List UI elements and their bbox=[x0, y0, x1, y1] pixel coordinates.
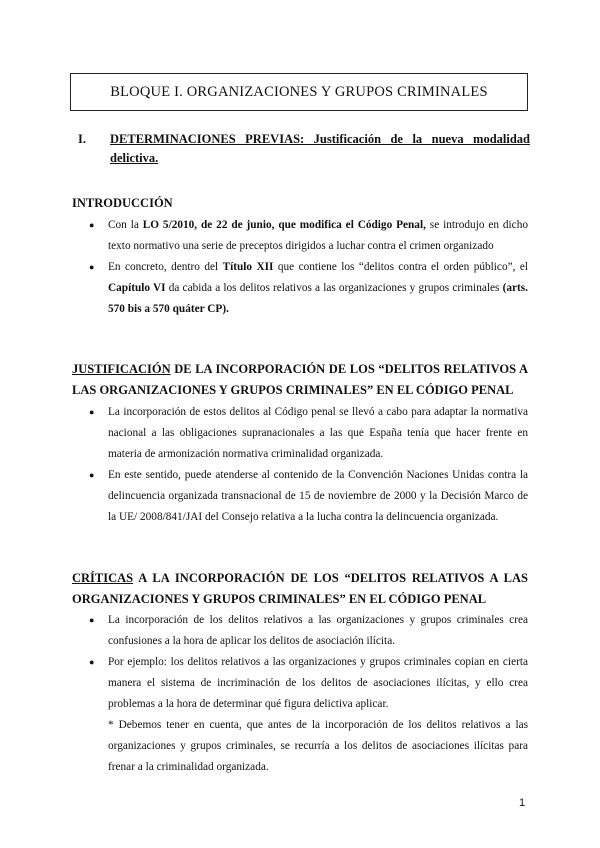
intro-heading bbox=[72, 193, 528, 214]
criticas-heading: CRÍTICAS A LA INCORPORACIÓN DE LOS “DELITOS RELATIVOS A LAS ORGANIZACIONES Y GRUPOS CRIMINALES” EN EL CÓDIGO PENAL bbox=[72, 568, 528, 610]
bullet-icon: ● bbox=[89, 262, 95, 272]
justificacion-bullet-2: En este sentido, puede atenderse al contenido de la Convención Naciones Unidas contra la delincuencia organizada transnacional de 15 de noviembre de 2000 y la Decisión Marco de la UE/ 2008/841/JAI del Consejo relativa a la lucha contra la delincuencia organizada. bbox=[108, 469, 528, 523]
justificacion-bullet-1: La incorporación de estos delitos al Código penal se llevó a cabo para adaptar la normativa nacional a las obligaciones supranacionales a las que España tenía que hacer frente en materia de armonización normativa criminalidad organizada. bbox=[108, 406, 528, 460]
list-item bbox=[89, 402, 528, 465]
justificacion-heading: JUSTIFICACIÓN DE LA INCORPORACIÓN DE LOS “DELITOS RELATIVOS A LAS ORGANIZACIONES Y GRUPOS CRIMINALES” EN EL CÓDIGO PENAL bbox=[72, 359, 528, 401]
bullet-icon: ● bbox=[89, 220, 95, 230]
criticas-bullets bbox=[89, 610, 528, 778]
section-number: I. bbox=[78, 132, 86, 146]
intro-bullet-2: En concreto, dentro del Título XII que contiene los “delitos contra el orden público”, el Capítulo VI da cabida a los delitos relativos a las organizaciones y grupos criminales (arts. 570 bis a 570 quáter CP). bbox=[108, 261, 528, 315]
document-title-box bbox=[70, 73, 528, 111]
criticas-bullet-1: La incorporación de los delitos relativos a las organizaciones y grupos criminales crea confusiones a la hora de aplicar los delitos de asociación ilícita. bbox=[108, 614, 528, 647]
section-title-line1: DETERMINACIONES PREVIAS: Justificación de la nueva modalidad bbox=[110, 132, 530, 146]
list-item bbox=[89, 610, 528, 652]
document-title: BLOQUE I. ORGANIZACIONES Y GRUPOS CRIMINALES bbox=[110, 83, 488, 100]
justificacion-bullets bbox=[89, 402, 528, 528]
list-item bbox=[89, 652, 528, 715]
bullet-icon: ● bbox=[89, 615, 95, 625]
criticas-heading-line2: ORGANIZACIONES Y GRUPOS CRIMINALES” EN EL CÓDIGO PENAL bbox=[72, 592, 487, 606]
intro-bullet-1: Con la LO 5/2010, de 22 de junio, que modifica el Código Penal, se introdujo en dicho texto normativo una serie de preceptos dirigidos a luchar contra el crimen organizado bbox=[108, 219, 528, 252]
list-item bbox=[89, 465, 528, 528]
page-number: 1 bbox=[519, 797, 526, 809]
section-title-line2: delictiva. bbox=[110, 151, 159, 165]
justificacion-heading-line2: LAS ORGANIZACIONES Y GRUPOS CRIMINALES” EN EL CÓDIGO PENAL bbox=[72, 383, 514, 397]
list-item bbox=[89, 257, 528, 320]
intro-bullets bbox=[89, 215, 528, 320]
justificacion-heading-underlined: JUSTIFICACIÓN bbox=[72, 362, 171, 376]
criticas-bullet-2: Por ejemplo: los delitos relativos a las organizaciones y grupos criminales copian en cierta manera el sistema de incriminación de los delitos de asociaciones ilícitas, y ello crea problemas a la hora de determinar qué figura delictiva aplicar. bbox=[108, 656, 528, 710]
criticas-heading-underlined: CRÍTICAS bbox=[72, 571, 134, 585]
bullet-icon: ● bbox=[89, 657, 95, 667]
intro-heading-text: INTRODUCCIÓN bbox=[72, 196, 173, 210]
bullet-icon: ● bbox=[89, 407, 95, 417]
list-item bbox=[89, 215, 528, 257]
criticas-note: * Debemos tener en cuenta, que antes de la incorporación de los delitos relativos a las organizaciones y grupos criminales, se recurría a los delitos de asociaciones ilícitas para frenar a la criminalidad organizada. bbox=[108, 719, 528, 773]
bullet-icon: ● bbox=[89, 470, 95, 480]
